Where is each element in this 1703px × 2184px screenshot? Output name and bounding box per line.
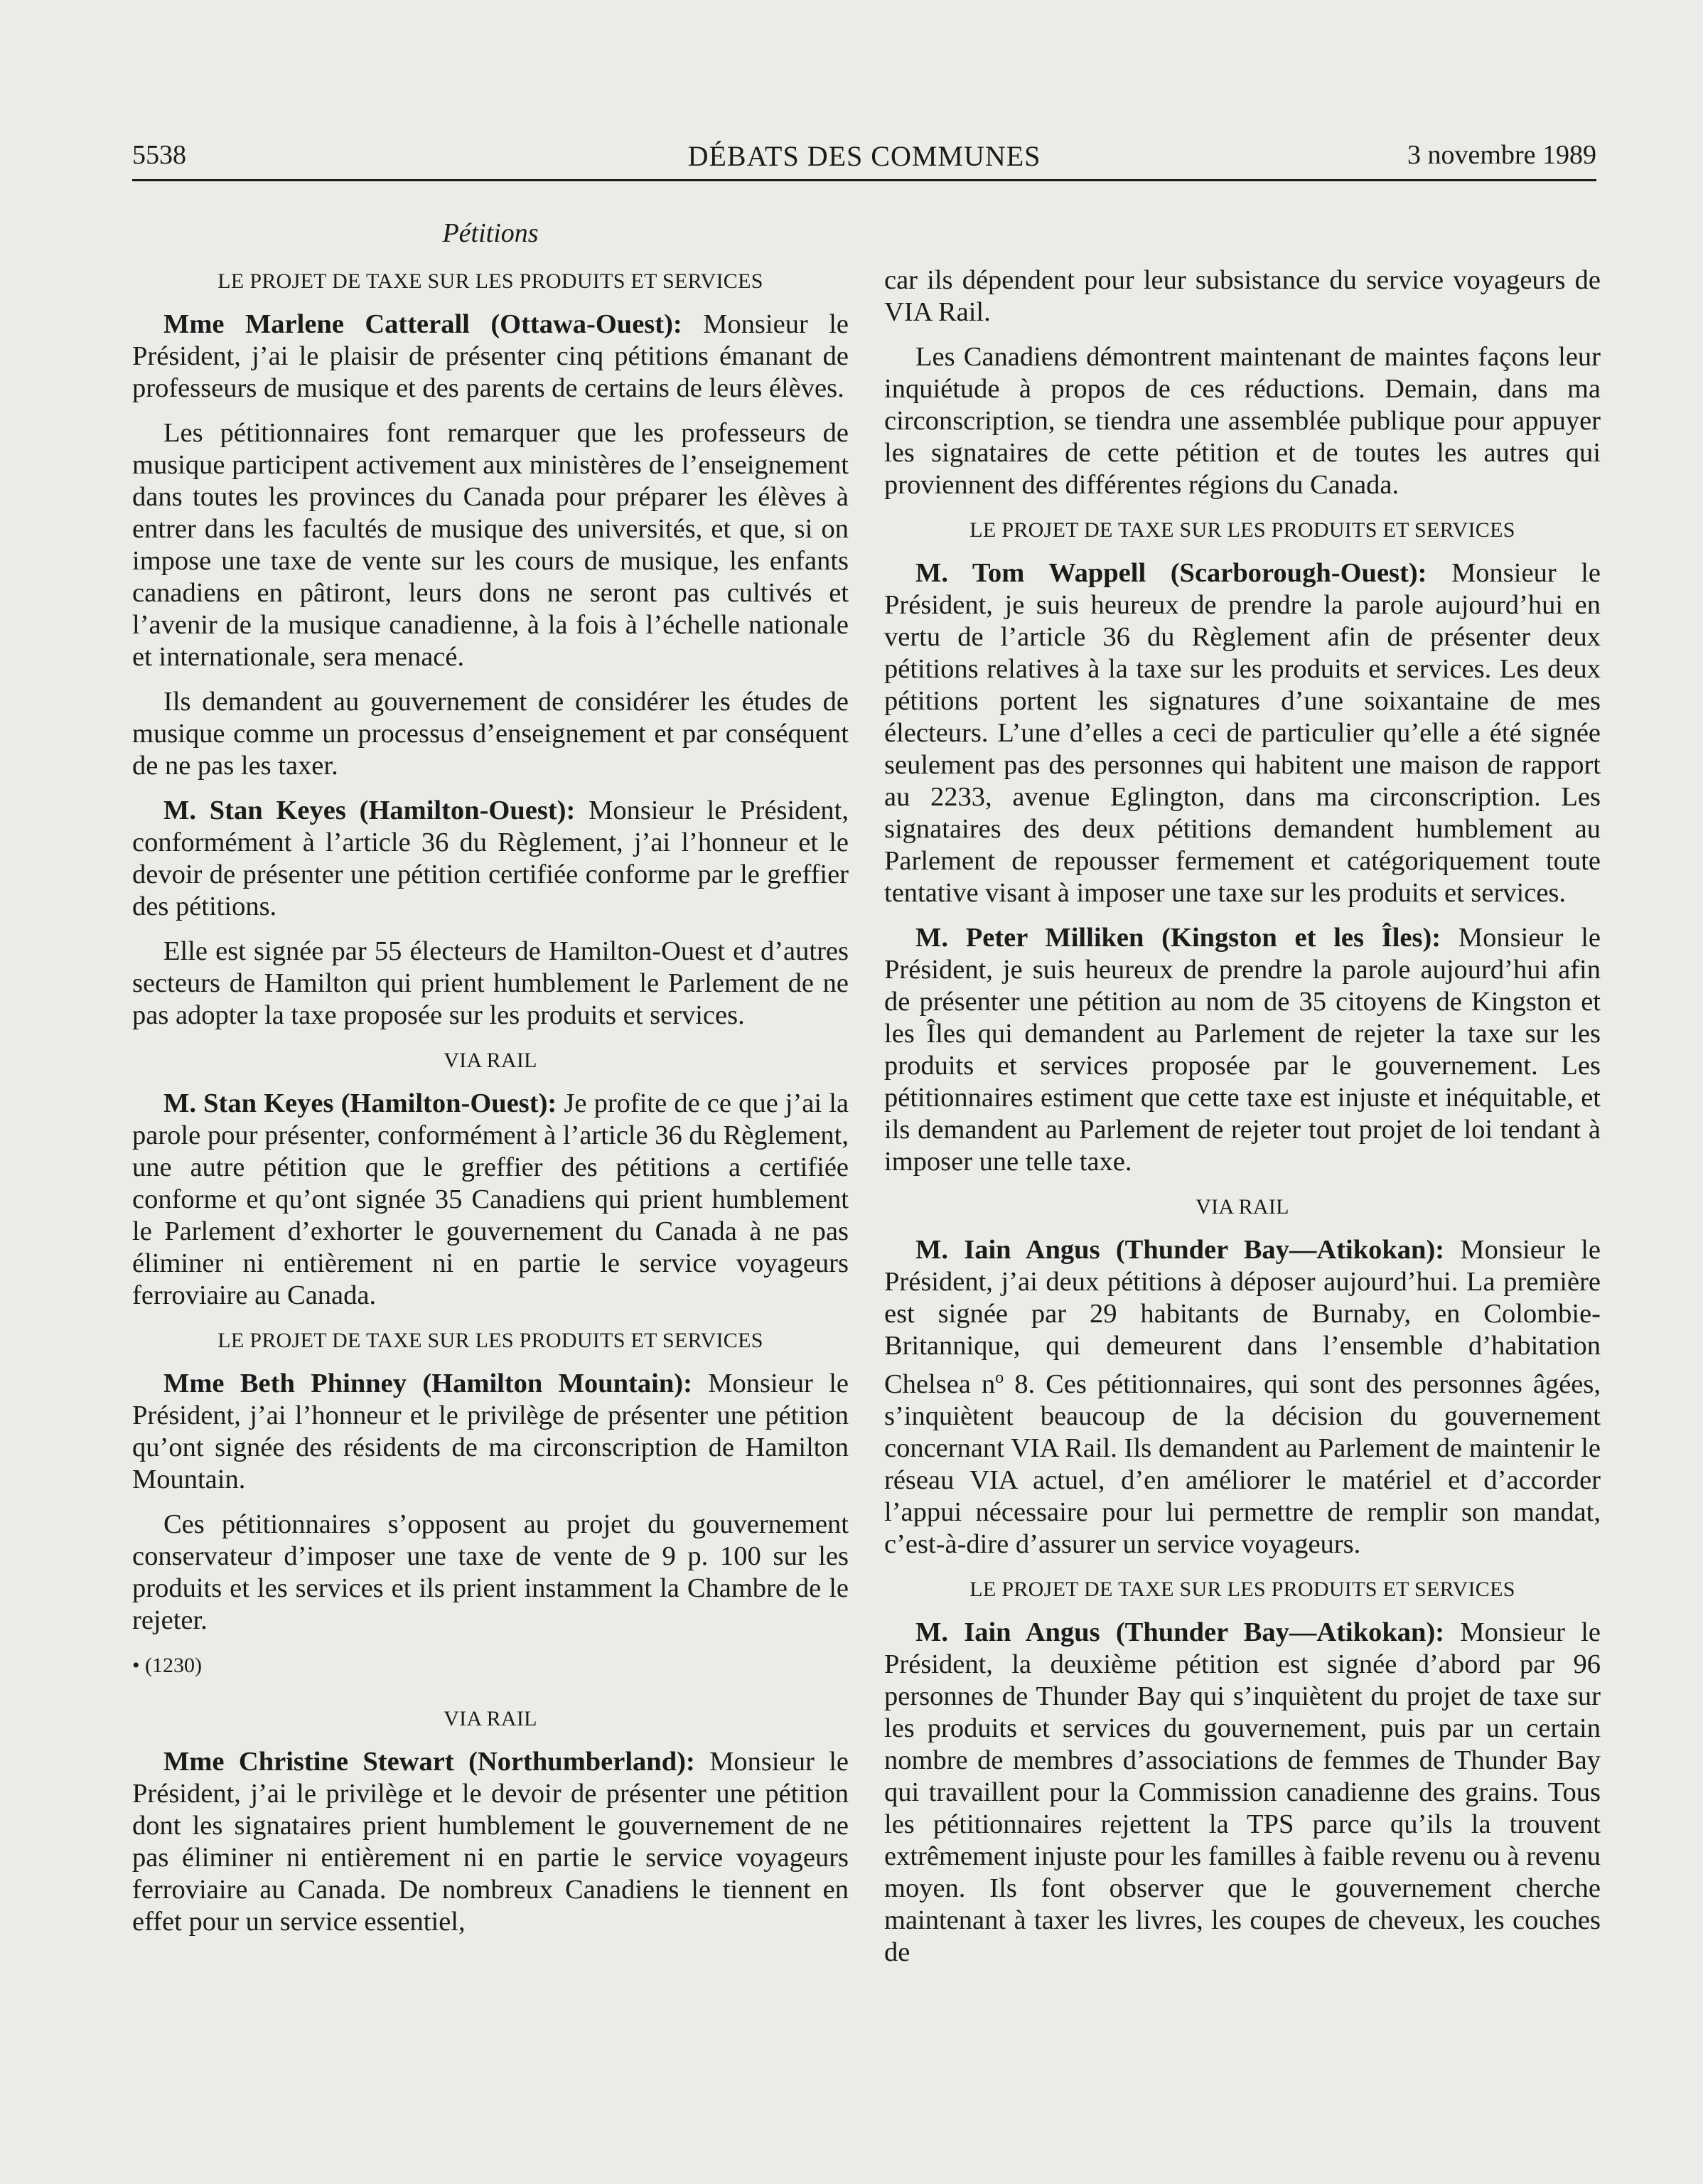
paragraph: Elle est signée par 55 électeurs de Hamilton-Ouest et d’autres secteurs de Hamilton qui prient humblement le Parlement de ne pas adopter la taxe proposée sur les produits et services. xyxy=(132,936,849,1030)
paragraph-continued: car ils dépendent pour leur subsistance du service voyageurs de VIA Rail. xyxy=(884,265,1601,327)
paragraph xyxy=(132,1088,849,1312)
paragraph xyxy=(132,1368,849,1496)
speech-text: 8. Ces pétitionnaires, qui sont des personnes âgées, s’inquiètent beaucoup de la décision du gouvernement concernant VIA Rail. Ils demandent au Parlement de maintenir le réseau VIA actuel, d’en améliorer le matériel et d’accorder l’appui nécessaire pour lui permettre de remplir son mandat, c’est-à-dire d’assurer un service voyageurs. xyxy=(884,1369,1601,1559)
speech-text: Monsieur le Président, j’ai deux pétitions à déposer aujourd’hui. La première est signée par 29 habitants de Burnaby, en Colombie-Britannique, qui demeurent dans l’ensemble d’habitation Chelsea n xyxy=(884,1235,1601,1399)
subsection-title: VIA RAIL xyxy=(1196,1195,1289,1219)
speech-text: Monsieur le Président, j’ai l’honneur et le privilège de présenter une pétition qu’ont signée des résidents de ma circonscription de Hamilton Mountain. xyxy=(132,1369,849,1494)
paragraph xyxy=(132,1746,849,1938)
subsection-title: LE PROJET DE TAXE SUR LES PRODUITS ET SERVICES xyxy=(969,518,1515,542)
speech-text: Monsieur le Président, je suis heureux de prendre la parole aujourd’hui en vertu de l’article 36 du Règlement afin de présenter deux pétitions relatives à la taxe sur les produits et services. Les deux pétitions portent les signatures d’une soixantaine de mes électeurs. L’une d’elles a ceci de particulier qu’elle a été signée seulement pas des personnes qui habitent une maison de rapport au 2233, avenue Eglington, dans ma circonscription. Les signataires des deux pétitions demandent humblement au Parlement de repousser fermement et catégoriquement toute tentative visant à imposer une taxe sur les produits et services. xyxy=(884,558,1601,908)
right-column xyxy=(884,264,1601,1981)
publication-date: 3 novembre 1989 xyxy=(1407,140,1596,170)
speech-text: Monsieur le Président, conformément à l’article 36 du Règlement, j’ai l’honneur et le devoir de présenter une pétition certifiée conforme par le greffier des pétitions. xyxy=(132,796,849,921)
subsection-title: LE PROJET DE TAXE SUR LES PRODUITS ET SERVICES xyxy=(217,1329,763,1352)
speaker-name: M. Stan Keyes (Hamilton-Ouest): xyxy=(163,1088,557,1118)
subsection-title: LE PROJET DE TAXE SUR LES PRODUITS ET SERVICES xyxy=(969,1577,1515,1601)
paragraph xyxy=(884,922,1601,1178)
paragraph: Ces pétitionnaires s’opposent au projet du gouvernement conservateur d’imposer une taxe de vente de 9 p. 100 sur les produits et les services et ils prient instamment la Chambre de le rejeter. xyxy=(132,1509,849,1635)
speech-text: Monsieur le Président, j’ai le plaisir de présenter cinq pétitions émanant de professeurs de musique et des parents de certains de leurs élèves. xyxy=(132,309,849,403)
speech-text: Monsieur le Président, j’ai le privilège et le devoir de présenter une pétition dont les signataires prient humblement le gouvernement de ne pas éliminer ni entièrement ni en partie le service voyageurs ferroviaire au Canada. De nombreux Canadiens le tiennent en effet pour un service essentiel, xyxy=(132,1747,849,1937)
speaker-name: Mme Beth Phinney (Hamilton Mountain): xyxy=(163,1369,692,1398)
page-header xyxy=(132,139,1596,179)
subsection-title: VIA RAIL xyxy=(444,1707,537,1730)
paragraph xyxy=(884,1617,1601,1969)
paragraph: Les pétitionnaires font remarquer que les professeurs de musique participent activement aux ministères de l’enseignement dans toutes les provinces du Canada pour préparer les élèves à entrer dans les facultés de musique des universités, et que, si on impose une taxe de vente sur les cours de musique, les enfants canadiens en pâtiront, leurs dons ne seront pas cultivés et l’avenir de la musique canadienne, à la fois à l’échelle nationale et internationale, sera menacé. xyxy=(132,418,849,672)
subsection-title: LE PROJET DE TAXE SUR LES PRODUITS ET SERVICES xyxy=(217,269,763,293)
speaker-name: Mme Christine Stewart (Northumberland): xyxy=(163,1747,695,1777)
page-number: 5538 xyxy=(132,140,186,170)
speaker-name: M. Iain Angus (Thunder Bay—Atikokan): xyxy=(915,1617,1445,1647)
paragraph xyxy=(884,1234,1601,1561)
left-column xyxy=(132,212,849,1951)
subsection-title: VIA RAIL xyxy=(444,1049,537,1072)
paragraph xyxy=(132,309,849,405)
header-rule xyxy=(132,179,1596,181)
time-marker: • (1230) xyxy=(132,1654,202,1677)
speaker-name: M. Iain Angus (Thunder Bay—Atikokan): xyxy=(915,1235,1445,1265)
speaker-name: M. Stan Keyes (Hamilton-Ouest): xyxy=(163,796,576,825)
paragraph: Les Canadiens démontrent maintenant de maintes façons leur inquiétude à propos de ces réductions. Demain, dans ma circonscription, se tiendra une assemblée publique pour appuyer les signataires de cette pétition et de toutes les autres qui proviennent des différentes régions du Canada. xyxy=(884,342,1601,500)
speaker-name: Mme Marlene Catterall (Ottawa-Ouest): xyxy=(163,309,682,339)
speaker-name: M. Tom Wappell (Scarborough-Ouest): xyxy=(915,558,1427,588)
speech-text: Monsieur le Président, la deuxième pétition est signée d’abord par 96 personnes de Thunder Bay qui s’inquiètent du projet de taxe sur les produits et services du gouvernement, puis par un certain nombre de membres d’associations de femmes de Thunder Bay qui travaillent pour la Commission canadienne des grains. Tous les pétitionnaires rejettent la TPS parce qu’ils la trouvent extrêmement injuste pour les familles à faible revenu ou à revenu moyen. Ils font observer que le gouvernement cherche maintenant à taxer les livres, les coupes de cheveux, les couches de xyxy=(884,1617,1601,1967)
paragraph xyxy=(884,557,1601,909)
superscript: o xyxy=(995,1369,1004,1387)
speech-text: Je profite de ce que j’ai la parole pour présenter, conformément à l’article 36 du Règlement, une autre pétition que le greffier des pétitions a certifiée conforme et qu’ont signée 35 Canadiens qui prient humblement le Parlement d’exhorter le gouvernement du Canada à ne pas éliminer ni entièrement ni en partie le service voyageurs ferroviaire au Canada. xyxy=(132,1088,849,1310)
section-heading-petitions: Pétitions xyxy=(442,218,539,248)
paragraph xyxy=(132,795,849,923)
speech-text: Monsieur le Président, je suis heureux de prendre la parole aujourd’hui afin de présenter une pétition au nom de 35 citoyens de Kingston et les Îles qui demandent au Parlement de rejeter la taxe sur les produits et services proposée par le gouvernement. Les pétitionnaires estiment que cette taxe est injuste et inéquitable, et ils demandent au Parlement de rejeter tout projet de loi tendant à imposer une telle taxe. xyxy=(884,923,1601,1177)
speaker-name: M. Peter Milliken (Kingston et les Îles): xyxy=(915,923,1441,953)
paragraph: Ils demandent au gouvernement de considérer les études de musique comme un processus d’enseignement et par conséquent de ne pas les taxer. xyxy=(132,687,849,781)
publication-title: DÉBATS DES COMMUNES xyxy=(687,140,1041,172)
